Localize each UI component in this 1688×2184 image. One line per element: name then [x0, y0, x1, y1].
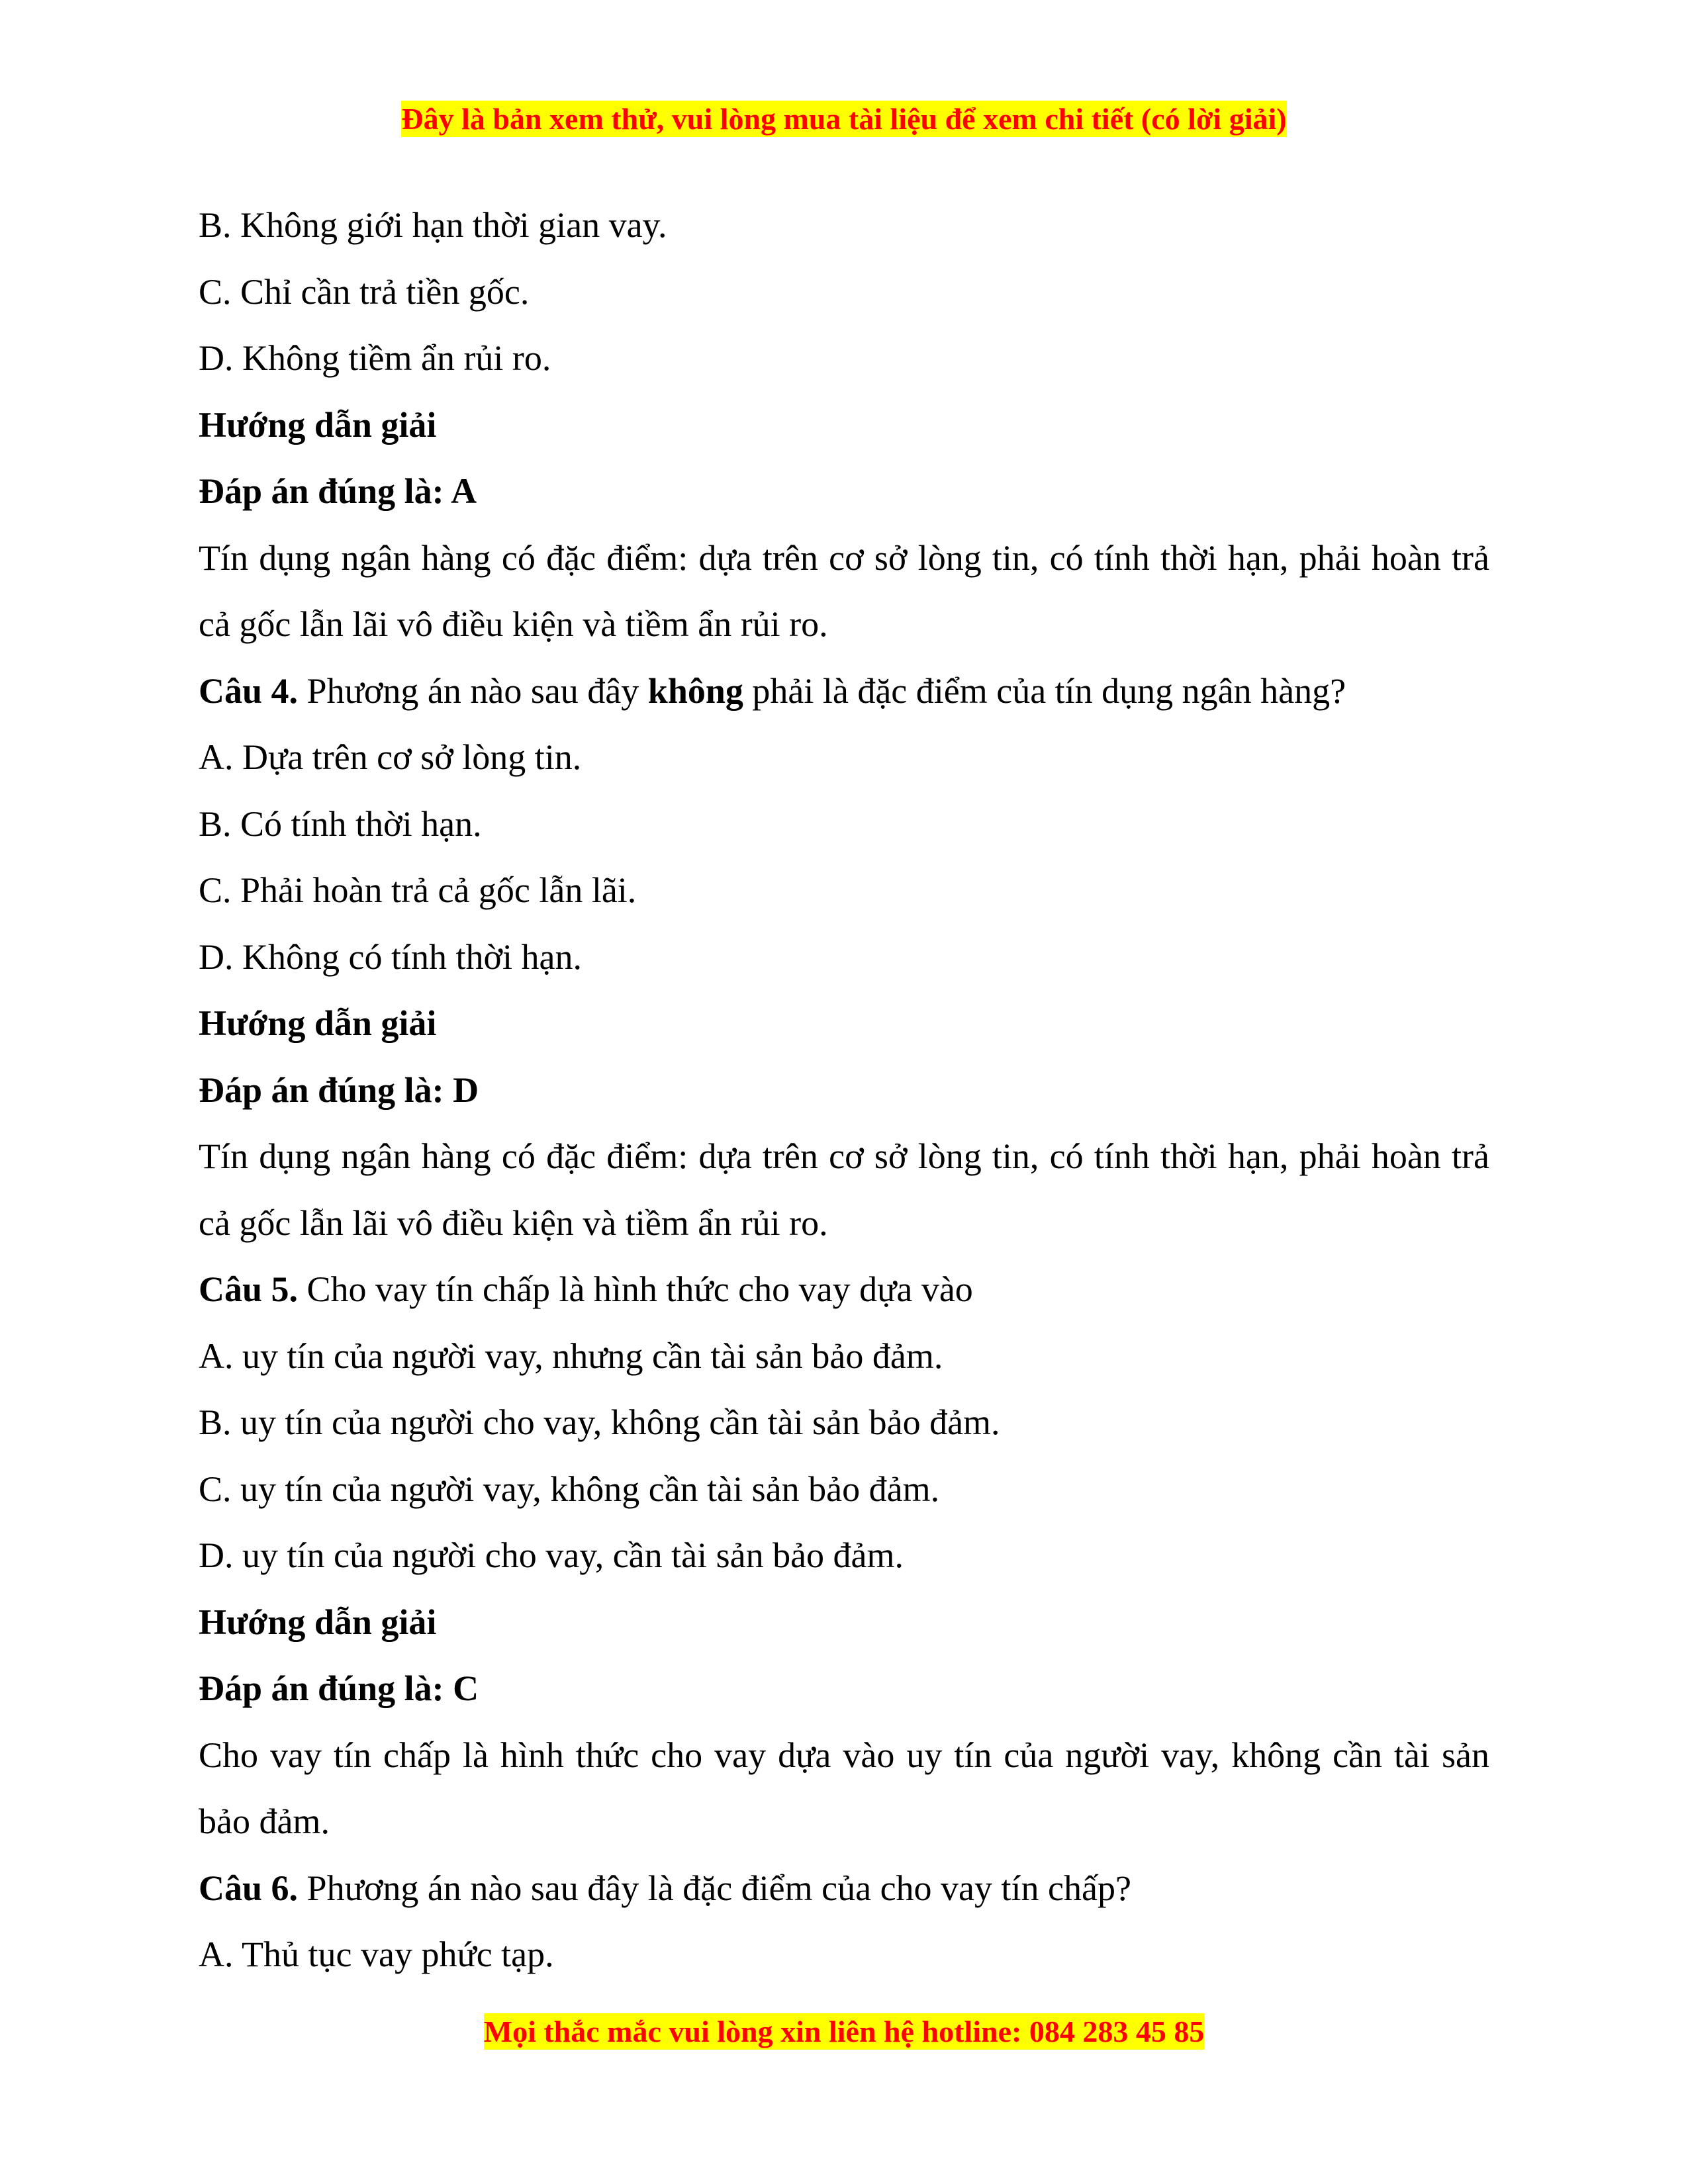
q4-stem-before: Phương án nào sau đây — [298, 670, 648, 711]
q5-stem: Cho vay tín chấp là hình thức cho vay dựa vào — [298, 1269, 973, 1309]
q5-option-a: A. uy tín của người vay, nhưng cần tài sản bảo đảm. — [199, 1336, 943, 1376]
q4-stem-after: phải là đặc điểm của tín dụng ngân hàng? — [743, 670, 1346, 711]
q4-option-b: B. Có tính thời hạn. — [199, 803, 482, 844]
q4-stem-emphasis: không — [647, 670, 743, 711]
q4-option-a: A. Dựa trên cơ sở lòng tin. — [199, 737, 582, 777]
preview-notice-text: Đây là bản xem thử, vui lòng mua tài liệu để xem chi tiết (có lời giải) — [401, 102, 1287, 136]
q3-guide-heading: Hướng dẫn giải — [199, 404, 437, 445]
document-body — [199, 192, 1489, 1988]
q4-option-c: C. Phải hoàn trả cả gốc lẫn lãi. — [199, 870, 637, 910]
q4-number: Câu 4. — [199, 670, 299, 711]
q6-option-a: A. Thủ tục vay phức tạp. — [199, 1934, 554, 1974]
q6-number: Câu 6. — [199, 1868, 299, 1908]
preview-notice-banner — [0, 99, 1688, 139]
q4-question — [199, 658, 1489, 725]
q5-guide-heading: Hướng dẫn giải — [199, 1602, 437, 1642]
q5-explanation: Cho vay tín chấp là hình thức cho vay dựa vào uy tín của người vay, không cần tài sản bảo đảm. — [199, 1735, 1489, 1841]
q5-question — [199, 1256, 1489, 1323]
q5-answer: Đáp án đúng là: C — [199, 1668, 479, 1708]
q5-option-d: D. uy tín của người cho vay, cần tài sản bảo đảm. — [199, 1535, 904, 1575]
q4-guide-heading: Hướng dẫn giải — [199, 1003, 437, 1043]
q3-answer: Đáp án đúng là: A — [199, 471, 477, 511]
q4-explanation: Tín dụng ngân hàng có đặc điểm: dựa trên cơ sở lòng tin, có tính thời hạn, phải hoàn trả cả gốc lẫn lãi vô điều kiện và tiềm ẩn rủi ro. — [199, 1136, 1489, 1243]
q6-question — [199, 1855, 1489, 1922]
q3-option-d: D. Không tiềm ẩn rủi ro. — [199, 338, 551, 378]
q3-option-c: C. Chỉ cần trả tiền gốc. — [199, 271, 530, 312]
hotline-banner — [0, 2012, 1688, 2052]
q3-option-b: B. Không giới hạn thời gian vay. — [199, 205, 667, 245]
q5-option-b: B. uy tín của người cho vay, không cần tài sản bảo đảm. — [199, 1402, 1000, 1442]
q5-number: Câu 5. — [199, 1269, 299, 1309]
q3-explanation: Tín dụng ngân hàng có đặc điểm: dựa trên cơ sở lòng tin, có tính thời hạn, phải hoàn trả cả gốc lẫn lãi vô điều kiện và tiềm ẩn rủi ro. — [199, 537, 1489, 644]
hotline-text: Mọi thắc mắc vui lòng xin liên hệ hotline: 084 283 45 85 — [483, 2015, 1205, 2048]
q4-answer: Đáp án đúng là: D — [199, 1069, 479, 1110]
q4-option-d: D. Không có tính thời hạn. — [199, 936, 582, 977]
q5-option-c: C. uy tín của người vay, không cần tài sản bảo đảm. — [199, 1469, 940, 1509]
q6-stem: Phương án nào sau đây là đặc điểm của cho vay tín chấp? — [298, 1868, 1131, 1908]
